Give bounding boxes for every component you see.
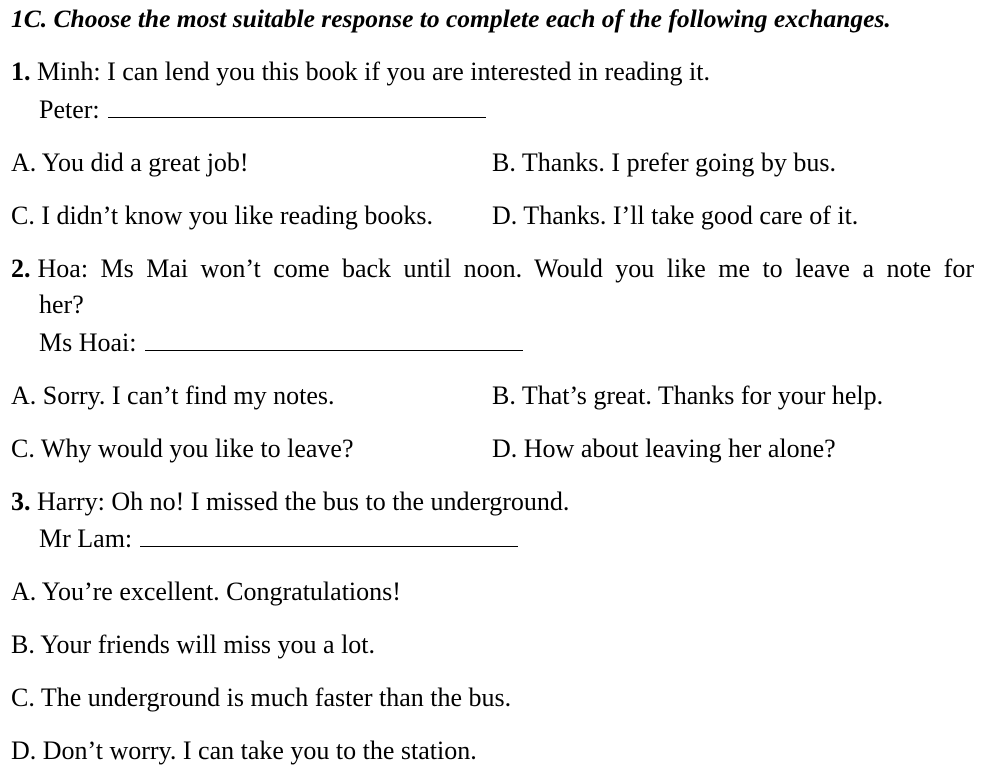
responder-label: Peter: [39,95,100,124]
question-prompt-continued: her? [39,290,84,319]
question-prompt: Harry: Oh no! I missed the bus to the underground. [37,487,570,516]
question-number: 1. [11,57,31,86]
answer-blank [108,97,486,118]
question-number: 2. [11,254,31,283]
exercise-title: 1C. Choose the most suitable response to complete each of the following exchanges. [11,4,891,33]
option-b: B. That’s great. Thanks for your help. [492,381,884,410]
option-c: C. The underground is much faster than the bus. [11,683,512,712]
question-3-response-line [39,524,518,554]
option-c: C. Why would you like to leave? [11,434,354,463]
answer-blank [145,330,523,351]
question-3-prompt-line [11,487,569,517]
question-prompt: Hoa: Ms Mai won’t come back until noon. Would you like me to leave a note for [37,254,974,283]
option-d: D. Thanks. I’ll take good care of it. [492,201,859,230]
option-b: B. Your friends will miss you a lot. [11,630,376,659]
question-1-response-line [39,95,486,125]
option-d: D. Don’t worry. I can take you to the station. [11,736,477,765]
question-number: 3. [11,487,31,516]
question-2-prompt-line [11,254,974,284]
option-b: B. Thanks. I prefer going by bus. [492,148,836,177]
option-a: A. Sorry. I can’t find my notes. [11,381,335,410]
option-a: A. You’re excellent. Congratulations! [11,577,401,606]
option-c: C. I didn’t know you like reading books. [11,201,433,230]
option-a: A. You did a great job! [11,148,249,177]
question-prompt: Minh: I can lend you this book if you are interested in reading it. [37,57,710,86]
responder-label: Mr Lam: [39,524,133,553]
responder-label: Ms Hoai: [39,328,137,357]
question-2-response-line [39,328,523,358]
question-1-prompt-line [11,57,710,87]
option-d: D. How about leaving her alone? [492,434,836,463]
answer-blank [140,526,518,547]
